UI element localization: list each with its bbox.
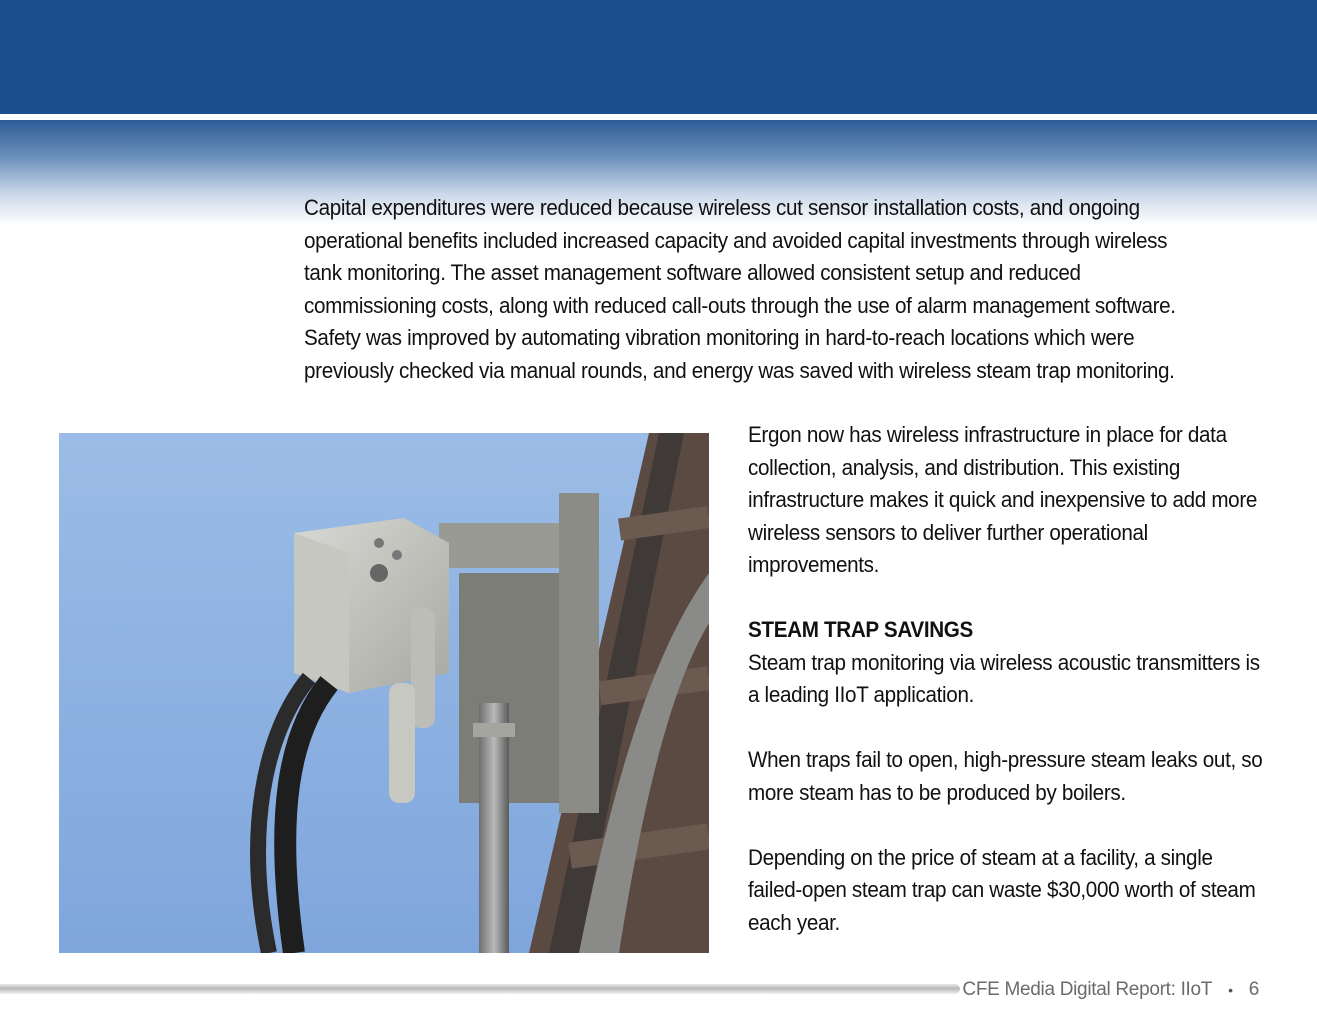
bullet-separator: •: [1228, 982, 1233, 998]
steam-trap-paragraph: Steam trap monitoring via wireless acoustic transmitters is a leading IIoT application.: [748, 649, 1260, 707]
intro-paragraph: Capital expenditures were reduced because wireless cut sensor installation costs, and ongoing operational benefits included increased capacity and avoided capital investments through wireless tank monitoring. The asset management software allowed consistent setup and reduced commissioning costs, along with reduced call-outs through the use of alarm management software. Safety was improved by automating vibration monitoring in hard-to-reach locations which were previously checked via manual rounds, and energy was saved with wireless steam trap monitoring.: [304, 195, 1176, 383]
footer-rule: [0, 984, 960, 994]
section-heading: STEAM TRAP SAVINGS: [748, 617, 973, 642]
wireless-antenna-photo: [59, 433, 709, 953]
right-column: [748, 419, 1264, 972]
report-title: CFE Media Digital Report: IIoT: [962, 979, 1213, 1000]
traps-fail-paragraph: When traps fail to open, high-pressure steam leaks out, so more steam has to be produced by boilers.: [748, 747, 1263, 805]
cost-paragraph: Depending on the price of steam at a facility, a single failed-open steam trap can waste $30,000 worth of steam each year.: [748, 844, 1256, 935]
infrastructure-paragraph: Ergon now has wireless infrastructure in place for data collection, analysis, and distribution. This existing infrastructure makes it quick and inexpensive to add more wireless sensors to deliver further operational improvements.: [748, 422, 1258, 577]
footer: [962, 979, 1259, 1001]
page-number: 6: [1248, 979, 1259, 1000]
header-band: [0, 0, 1317, 114]
